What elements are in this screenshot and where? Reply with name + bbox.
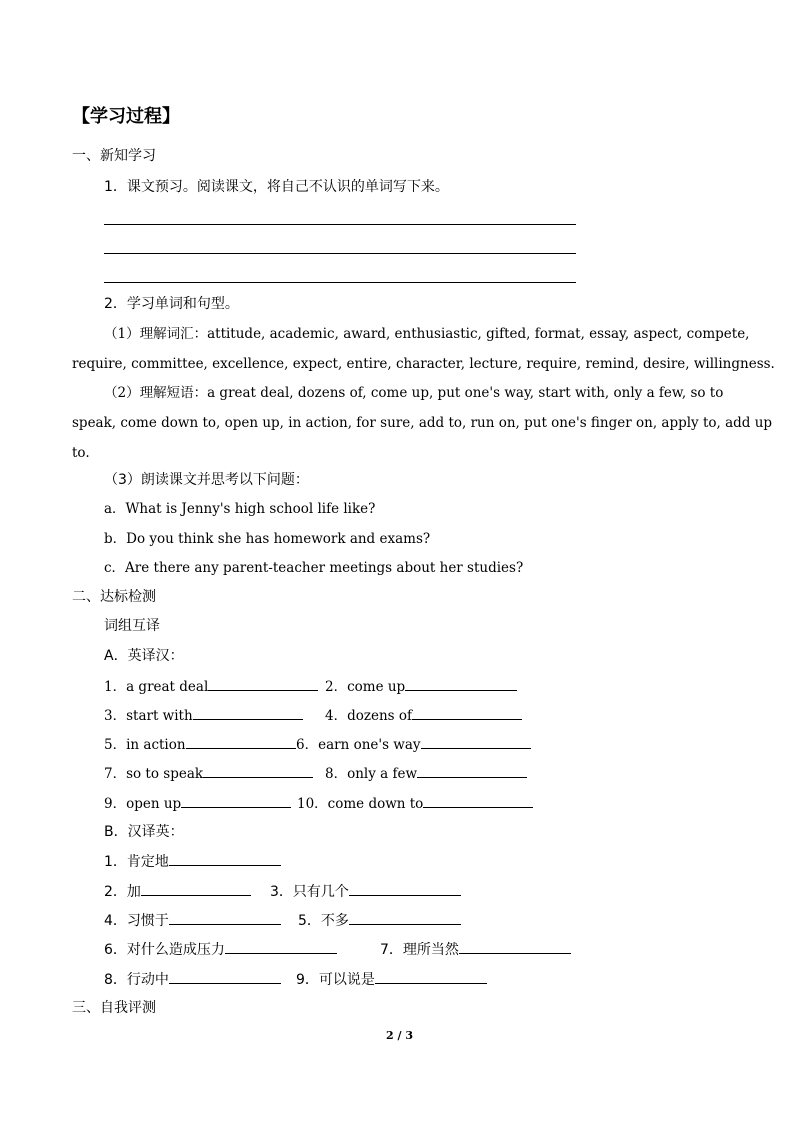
exercise-row (104, 794, 291, 813)
exercise-prompt: 9．open up (104, 796, 182, 812)
answer-blank[interactable] (225, 940, 337, 954)
answer-blank[interactable] (208, 677, 318, 691)
exercise-prompt: 5．in action (104, 737, 186, 753)
exercise-prompt: 7．so to speak (104, 766, 204, 782)
exercise-row (104, 970, 281, 989)
part-b-label: B．汉译英： (104, 824, 184, 840)
answer-blank[interactable] (141, 882, 251, 896)
answer-blank[interactable] (417, 764, 527, 778)
answer-blank[interactable] (193, 706, 303, 720)
answer-blank[interactable] (423, 794, 533, 808)
vocab-line-2: require, committee, excellence, expect, entire, character, lecture, require, remind, desire, willingness. (72, 356, 775, 372)
phrase-line-3: to. (72, 445, 90, 461)
task-vocab: 2．学习单词和句型。 (104, 296, 239, 312)
phrase-line-2: speak, come down to, open up, in action, for sure, add to, run on, put one's finger on, apply to, add up (72, 415, 773, 431)
answer-line-1[interactable] (104, 224, 576, 225)
phrase-line-1: （2）理解短语：a great deal, dozens of, come up, put one's way, start with, only a few, so to (104, 385, 724, 401)
answer-blank[interactable] (412, 706, 522, 720)
exercise-prompt: 6．earn one's way (296, 737, 421, 753)
answer-blank[interactable] (405, 677, 517, 691)
answer-blank[interactable] (169, 911, 281, 925)
exercise-row (296, 735, 531, 754)
question-a: a．What is Jenny's high school life like? (104, 501, 376, 517)
exercise-prompt: 5．不多 (298, 913, 349, 929)
answer-blank[interactable] (203, 764, 313, 778)
exercise-row (297, 794, 533, 813)
question-c: c．Are there any parent-teacher meetings about her studies? (104, 560, 524, 576)
exercise-row (270, 882, 461, 901)
question-b: b．Do you think she has homework and exams? (104, 531, 431, 547)
exercise-row (104, 677, 318, 696)
answer-blank[interactable] (349, 911, 461, 925)
exercise-prompt: 2．come up (325, 679, 406, 695)
exercise-prompt: 2．加 (104, 884, 141, 900)
answer-blank[interactable] (169, 970, 281, 984)
section-heading-1: 一、新知学习 (72, 148, 156, 164)
question-heading: （3）朗读课文并思考以下问题： (104, 472, 309, 488)
exercise-prompt: 6．对什么造成压力 (104, 942, 225, 958)
exercise-row (325, 706, 522, 725)
section-heading-2: 二、达标检测 (72, 589, 156, 605)
answer-line-2[interactable] (104, 253, 576, 254)
page-number: 2 / 3 (386, 1029, 413, 1042)
answer-blank[interactable] (169, 852, 281, 866)
answer-blank[interactable] (181, 794, 291, 808)
exercise-prompt: 9．可以说是 (296, 972, 375, 988)
exercise-row (104, 911, 281, 930)
vocab-line-1: （1）理解词汇：attitude, academic, award, enthusiastic, gifted, format, essay, aspect, compete, (104, 326, 750, 342)
exercise-prompt: 3．只有几个 (270, 884, 349, 900)
exercise-row (325, 764, 527, 783)
exercise-prompt: 8．行动中 (104, 972, 169, 988)
exercise-row (296, 970, 487, 989)
exercise-prompt: 4．dozens of (325, 708, 412, 724)
answer-blank[interactable] (349, 882, 461, 896)
section-heading-3: 三、自我评测 (72, 1000, 156, 1016)
exercise-prompt: 4．习惯于 (104, 913, 169, 929)
exercise-prompt: 10．come down to (297, 796, 424, 812)
answer-blank[interactable] (375, 970, 487, 984)
phrase-translation-title: 词组互译 (104, 618, 160, 634)
exercise-row (298, 911, 461, 930)
exercise-prompt: 7．理所当然 (380, 942, 459, 958)
exercise-row (104, 852, 281, 871)
exercise-prompt: 1．a great deal (104, 679, 209, 695)
answer-blank[interactable] (186, 735, 296, 749)
page-title: 【学习过程】 (72, 106, 180, 127)
part-a-label: A．英译汉： (104, 648, 184, 664)
answer-blank[interactable] (459, 940, 571, 954)
exercise-row (104, 882, 251, 901)
exercise-prompt: 3．start with (104, 708, 193, 724)
exercise-row (104, 940, 337, 959)
exercise-row (104, 764, 313, 783)
exercise-row (104, 735, 296, 754)
task-preview: 1．课文预习。阅读课文，将自己不认识的单词写下来。 (104, 179, 449, 195)
exercise-row (104, 706, 303, 725)
exercise-row (380, 940, 571, 959)
answer-line-3[interactable] (104, 282, 576, 283)
exercise-prompt: 1．肯定地 (104, 854, 169, 870)
exercise-prompt: 8．only a few (325, 766, 418, 782)
exercise-row (325, 677, 517, 696)
answer-blank[interactable] (421, 735, 531, 749)
